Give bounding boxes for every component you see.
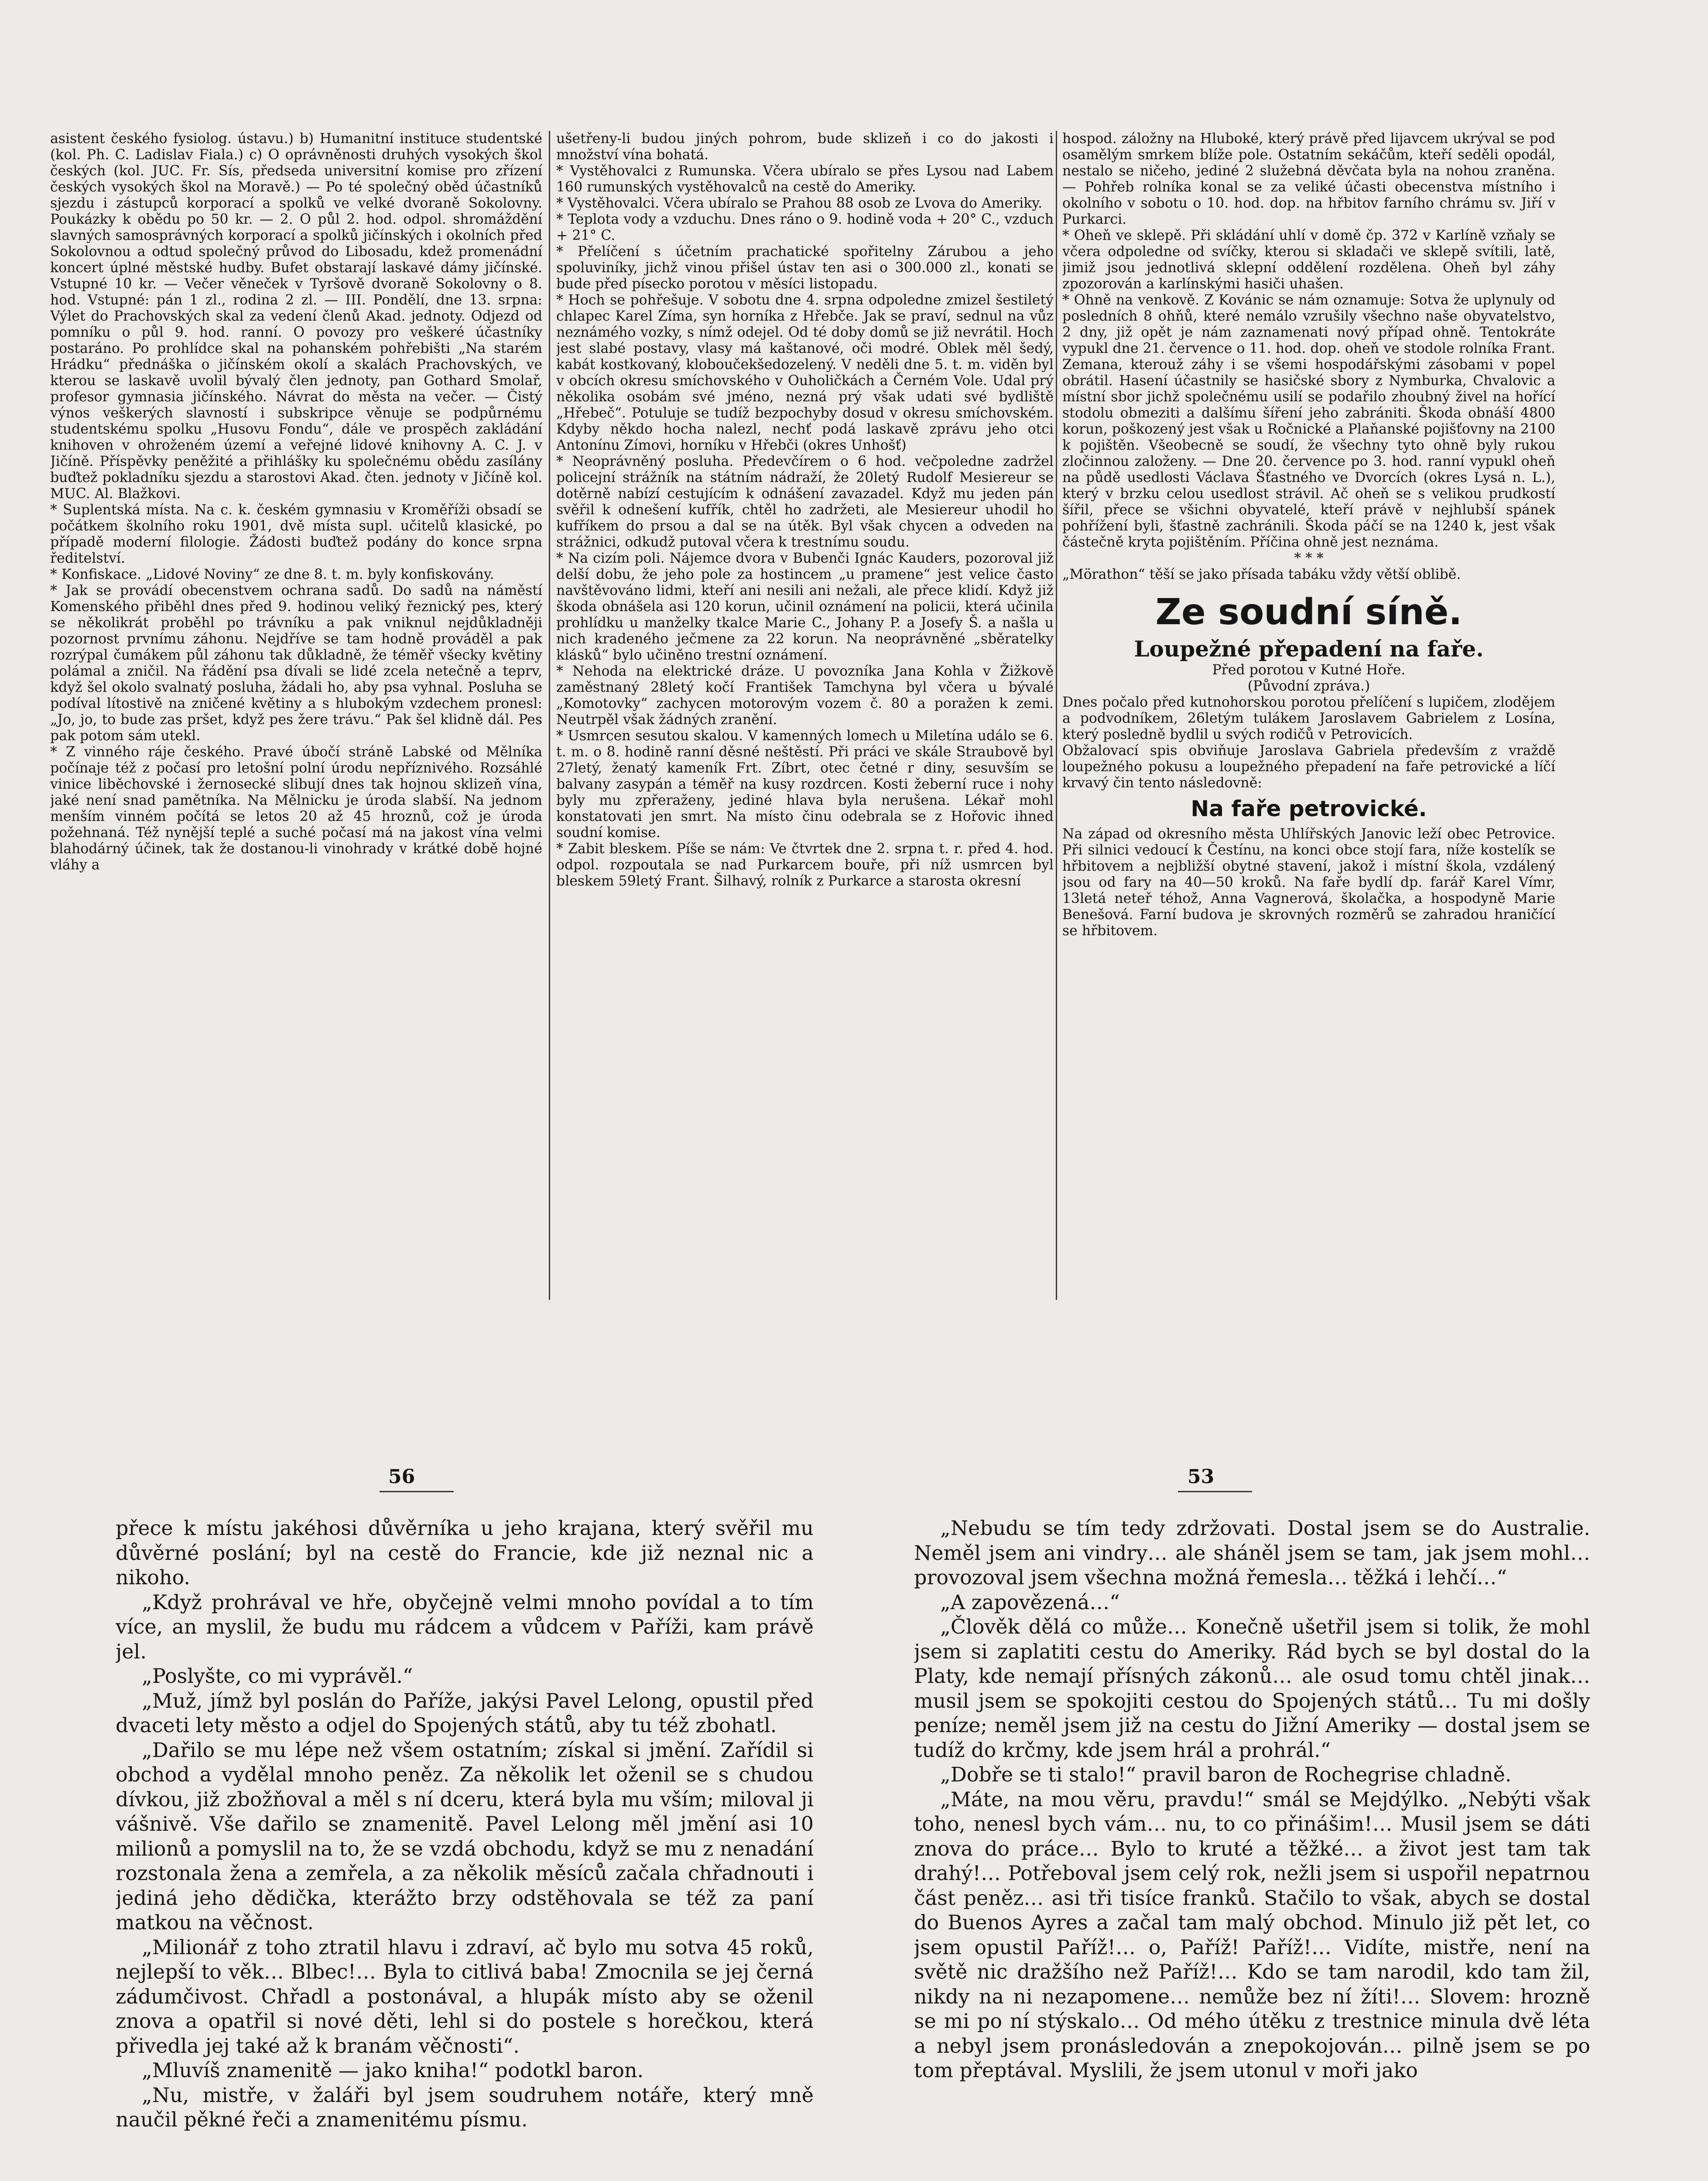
novel-paragraph: „Milionář z toho ztratil hlavu i zdraví, ač bylo mu sotva 45 roků, nejlepší to věk… Blbec!… Byla to citlivá baba! Zmocnila se jej černá zádumčivost. Chřadl a postonával, a hlupák místo aby se oženil znova a opatřil si nové děti, lehl si do postele s horečkou, která přivedla jej také až k branám věčnosti“. [116, 1935, 814, 2058]
news-column-3 [1062, 131, 1555, 1300]
column2-paragraph: * Hoch se pohřešuje. V sobotu dne 4. srpna odpoledne zmizel šestiletý chlapec Karel Zíma, syn horníka z Hřebče. Jak se praví, sednul na vůz neznámého vozky, s nímž odejel. Od té doby domů se již nevrátil. Hoch jest slabé postavy, vlasy má kaštanové, oči modré. Oblek měl šedý, kabát kostkovaný, kloboučekšedozelený. V neděli dne 5. t. m. viděn byl v obcích okresu smíchovského v Ouholičkách a Černém Vole. Udal prý několika osobám své jméno, nezná prý však udati své bydliště „Hřebeč“. Potuluje se tudíž bezpochyby dosud v okresu smíchovském. Kdyby někdo hocha nalezl, nechť podá laskavě zprávu jeho otci Antonínu Zímovi, horníku v Hřebči (okres Unhošť) [556, 292, 1054, 453]
column2-paragraph: ušetřeny-li budou jiných pohrom, bude sklizeň i co do jakosti i množství vína bohatá. [556, 131, 1054, 163]
column1-paragraph: asistent českého fysiolog. ústavu.) b) Humanitní instituce studentské (kol. Ph. C. Ladislav Fiala.) c) O oprávněnosti druhých vysokých škol českých (kol. JUC. Fr. Sís, předseda universitní komise pro zřízení českých vysokých škol na Moravě.) — Po té společný oběd účastníků sjezdu i zástupců korporací a spolků ve velké dvoraně Sokolovny. Poukázky k obědu po 50 kr. — 2. O půl 2. hod. odpol. shromáždění slavných samosprávných korporací a spolků jičínských i okolních před Sokolovnou a odtud společný průvod do Libosadu, kdež promenádní koncert úplné městské hudby. Bufet obstarají laskavé dámy jičínské. Vstupné 10 kr. — Večer věneček v Tyršově dvoraně Sokolovny o 8. hod. Vstupné: pán 1 zl., rodina 2 zl. — III. Pondělí, dne 13. srpna: Výlet do Prachovských skal za vedení členů Akad. jednoty. Odjezd od pomníku o půl 9. hod. ranní. O povozy pro veškeré účastníky postaráno. Po prohlídce skal na pohanském pohřebišti „Na starém Hrádku“ přednáška o jičínském okolí a skalách Prachovských, ve kterou se laskavě uvolil bývalý člen jednoty, pan Gothard Smolař, profesor gymnasia jičínského. Návrat do města na večer. — Čistý výnos veškerých slavností i subskripce věnuje se podpůrnému studentskému spolku „Husovu Fondu“, dále ve prospěch zakládání knihoven v ohroženém území a veřejné lidové knihovny A. C. J. v Jičíně. Příspěvky peněžité a přihlášky ku společnému obědu zasílány buďtež pokladníku sjezdu a starostovi Akad. čten. jednoty v Jičíně kol. MUC. Al. Blažkovi. [50, 131, 542, 502]
novel-paragraph: přece k místu jakéhosi důvěrníka u jeho krajana, který svěřil mu důvěrné poslání; byl na cestě do Francie, kde již neznal nic a nikoho. [116, 1516, 814, 1589]
court-section-title: Na faře petrovické. [1191, 796, 1427, 821]
column1-paragraph: * Suplentská místa. Na c. k. českém gymnasiu v Kroměříži obsadí se počátkem školního roku 1901, dvě místa supl. učitelů klasické, po případě moderní filologie. Žádosti buďtež podány do konce srpna ředitelství. [50, 502, 542, 566]
novel-paragraph: „A zapovězená…“ [940, 1590, 1120, 1614]
novel-paragraph: „Když prohrával ve hře, obyčejně velmi mnoho povídal a to tím více, an myslil, že budu mu rádcem a vůdcem v Paříži, kam právě jel. [116, 1590, 814, 1663]
column2-paragraph: * Vystěhovalci z Rumunska. Včera ubíralo se přes Lysou nad Labem 160 rumunských vystěhovalců na cestě do Ameriky. [556, 163, 1054, 195]
novel-paragraph: „Dařilo se mu lépe než všem ostatním; získal si jmění. Zařídil si obchod a vydělal mnoho peněz. Za několik let oženil se s chudou dívkou, již zbožňoval a měl s ní dceru, která byla mu vším; miloval ji vášnivě. Vše dařilo se znamenitě. Pavel Lelong měl jmění asi 10 milionů a pomyslil na to, že se vzdá obchodu, když se mu z nenadání rozstonala žena a zemřela, a za několik měsíců začala chřadnouti i jediná jeho dědička, kterážto brzy odstěhovala se též za paní matkou na věčnost. [116, 1738, 814, 1934]
novel-paragraph: „Poslyšte, co mi vyprávěl.“ [142, 1664, 413, 1688]
column3-paragraph: hospod. záložny na Hluboké, který právě před lijavcem ukrýval se pod osamělým smrkem blíže pole. Ostatním sekáčům, kteří seděli opodál, nestalo se ničeho, jediné 2 služebná děvčata byla na nohou zraněna. — Pohřeb rolníka konal se za veliké účasti obecenstva místního i okolního v sobotu o 10. hod. dop. na hřbitov farního chrámu sv. Jiří v Purkarci. [1062, 131, 1555, 227]
news-column-2 [556, 131, 1054, 1300]
novel-paragraph: „Mluvíš znamenitě — jako kniha!“ podotkl baron. [142, 2058, 644, 2082]
novel-paragraph: „Muž, jímž byl poslán do Paříže, jakýsi Pavel Lelong, opustil před dvaceti lety město a odjel do Spojených států, aby tu též zbohatl. [116, 1689, 814, 1737]
court-venue: Před porotou v Kutné Hoře. [1212, 662, 1406, 678]
column3-paragraph: „Mörathon“ těší se jako přísada tabáku vždy větší oblibě. [1062, 567, 1461, 582]
page-number-rule [1178, 1491, 1252, 1492]
column2-paragraph: * Přelíčení s účetním prachatické spořitelny Zárubou a jeho spoluviníky, jichž vinou přišel ústav ten asi o 300.000 zl., konati se bude před písecko porotou v měsíci listopadu. [556, 244, 1054, 292]
column2-paragraph: * Vystěhovalci. Včera ubíralo se Prahou 88 osob ze Lvova do Ameriky. [556, 195, 1042, 211]
column3-paragraph: * Ohně na venkově. Z Kovánic se nám oznamuje: Sotva že uplynuly od posledních 8 ohňů, které nemálo vzrušily všechno naše obyvatelstvo, 2 dny, již opět je nám zaznamenati nový případ ohně. Tentokráte vypukl dne 21. července o 11. hod. dop. oheň ve stodole rolníka Frant. Zemana, kterouž záhy i se všemi hospodářskými zásobami v popel obrátil. Hasení účastnily se hasičské sbory z Nymburka, Chvalovic a místní sbor jichž společnému usilí se podařilo zhoubný živel na hořící stodolu obmeziti a dalšímu šíření jeho zabrániti. Škoda obnáší 4800 korun, poškozený jest však u Ročnické a Plaňanské pojišťovny na 2100 k pojištěn. Všeobecně se soudí, že všechny tyto ohně byly rukou zločinnou založeny. — Dne 20. července po 3. hod. ranní vypukl oheň na půdě usedlosti Václava Šťastného ve Dvorcích (okres Lysá n. L.), který v brzku celou usedlost strávil. Ač oheň se s velikou prudkostí šířil, přece se všichni obyvatelé, kteří právě v nejhlubší spánek pohřížení byli, šťastně zachránili. Škoda páčí se na 1240 k, jest však částečně kryta pojištěním. Příčina ohně jest neznáma. [1062, 292, 1555, 550]
novel-paragraph: „Člověk dělá co může… Konečně ušetřil jsem si tolik, že mohl jsem si zaplatiti cestu do Ameriky. Rád bych se byl dostal do la Platy, kde nemají přísných zákonů… ale osud tomu chtěl jinak… musil jsem se spokojiti cestou do Spojených států… Tu mi došly peníze; neměl jsem již na cestu do Jižní Ameriky — dostal jsem se tudíž do krčmy, kde jsem hrál a prohrál.“ [914, 1615, 1590, 1762]
court-section-text: Na západ od okresního města Uhlířských Janovic leží obec Petrovice. Při silnici vedoucí k Čestínu, na konci obce stojí fara, níže kostelík se hřbitovem a nejbližší obytné stavení, jakož i místní škola, vzdálený jsou od fary na 40—50 kroků. Na faře bydlí dp. farář Karel Vímr, 13letá neteř téhož, Anna Vagnerová, školačka, a hospodyně Marie Benešová. Farní budova je skrovných rozměrů se zahradou hraničící se hřbitovem. [1062, 826, 1555, 939]
column2-paragraph: * Nehoda na elektrické dráze. U povozníka Jana Kohla v Žižkově zaměstnaný 28letý kočí František Tamchyna byl včera u bývalé „Komotovky“ zachycen motorovým vozem č. 80 a poražen k zemi. Neutrpěl však žádných zranění. [556, 663, 1054, 728]
novel-paragraph: „Dobře se ti stalo!“ pravil baron de Rochegrise chladně. [940, 1763, 1512, 1786]
asterisk-divider: * * * [1294, 550, 1324, 566]
column1-paragraph: * Jak se provádí obecenstvem ochrana sadů. Do sadů na náměstí Komenského přiběhl dnes před 9. hodinou veliký řeznický pes, který se několikrát proběhl po trávníku a pak vniknul nejdůkladněji pozornost prvnímu záhonu. Nejdříve se tam hodně prováděl a pak rozrýpal čumákem půl záhonu tak důkladně, že téměř všecky květiny polámal a zničil. Na řádění psa dívali se lidé zcela netečně a teprv, když šel okolo svalnatý posluha, žádali ho, aby psa vyhnal. Posluha se podíval lítostivě na zničené květiny a s hlubokým vzdechem pronesl: „Jo, jo, to bude zas pršet, když pes žere trávu.“ Pak šel klidně dál. Pes pak potom sám utekl. [50, 583, 542, 744]
court-note: (Původní zpráva.) [1247, 678, 1370, 694]
left-page-number: 56 [388, 1466, 415, 1488]
column2-paragraph: * Neoprávněný posluha. Předevčírem o 6 hod. večpoledne zadržel policejní strážník na státním nádraží, že 20letý Rudolf Mesiereur se dotěrně nabízí cestujícím k odnášení zavazadel. Když mu jeden pán svěřil k odnešení kufřík, chtěl ho zadržeti, ale Mesiereur uhodil ho kufříkem do prsou a dal se na útěk. Byl však chycen a odveden na strážnici, odkudž putoval včera k trestnímu soudu. [556, 454, 1054, 550]
right-page-number: 53 [1188, 1466, 1215, 1488]
column2-paragraph: * Usmrcen sesutou skalou. V kamenných lomech u Miletína událo se 6. t. m. o 8. hodině ranní děsné neštěstí. Při práci ve skále Straubově byl 27letý, ženatý kameník Frt. Zíbrt, otec četné r diny, sesuvším se balvany zasypán a téměř na kusy rozdrcen. Kosti žeberní ruce i nohy byly mu zpřeraženy, jediné hlava byla nerušena. Lékař mohl konstatovati jen smrt. Na místo činu odebrala se z Hořovic ihned soudní komise. [556, 728, 1054, 841]
column1-paragraph: * Konfiskace. „Lidové Noviny“ ze dne 8. t. m. byly konfiskovány. [50, 567, 494, 582]
court-headline: Ze soudní síně. [1155, 591, 1462, 633]
column-divider [1056, 131, 1057, 1300]
news-column-1 [50, 131, 542, 1300]
page-number-rule [380, 1491, 454, 1492]
column3-paragraph: * Oheň ve sklepě. Při skládání uhlí v domě čp. 372 v Karlíně vzňaly se včera odpoledne od svíčky, kterou si skladači ve sklepě svítili, latě, jimiž jsou jednotlivá sklepní oddělení rozdělena. Oheň byl záhy zpozorován a karlínskými hasiči uhašen. [1062, 228, 1555, 292]
column-divider [549, 131, 550, 1300]
column2-paragraph: * Teplota vody a vzduchu. Dnes ráno o 9. hodině voda + 20° C., vzduch + 21° C. [556, 212, 1054, 243]
column2-paragraph: * Zabit bleskem. Píše se nám: Ve čtvrtek dne 2. srpna t. r. před 4. hod. odpol. rozpoutala se nad Purkarcem bouře, při níž usmrcen byl bleskem 59letý Frant. Šilhavý, rolník z Purkarce a starosta okresní [556, 841, 1054, 889]
novel-paragraph: „Máte, na mou věru, pravdu!“ smál se Mejdýlko. „Nebýti však toho, nenesl bych vám… nu, to co přinášim!… Musil jsem se dáti znova do práce… Bylo to kruté a těžké… a život jest tam tak drahý!… Potřeboval jsem celý rok, nežli jsem si uspořil nepatrnou část peněz… asi tři tisíce franků. Stačilo to však, abych se dostal do Buenos Ayres a začal tam malý obchod. Minulo již pět let, co jsem opustil Paříž!… o, Paříž! Paříž!… Vidíte, mistře, není na světě nic dražšího než Paříž!… Kdo se tam narodil, kdo tam žil, nikdy na ni nezapomene… nemůže bez ní žíti!… Slovem: hrozně se mi po ní stýskalo… Od mého útěku z trestnice minula dvě léta a nebyl jsem pronásledován a znepokojován… pilně jsem se po tom přeptával. Myslili, že jsem utonul v moři jako [914, 1787, 1590, 2082]
novel-paragraph: „Nu, mistře, v žaláři byl jsem soudruhem notáře, který mně naučil pěkné řeči a znamenitému písmu. [116, 2083, 814, 2131]
court-subhead: Loupežné přepadení na faře. [1134, 636, 1484, 662]
court-paragraph: Obžalovací spis obviňuje Jaroslava Gabriela především z vraždě loupežného pokusu a loupežného přepadení na faře petrovické a líčí krvavý čin tento následovně: [1062, 743, 1555, 791]
novel-paragraph: „Nebudu se tím tedy zdržovati. Dostal jsem se do Australie. Neměl jsem ani vindry… ale sháněl jsem se tam, jak jsem mohl… provozoval jsem všechna možná řemesla… těžká i lehčí…“ [914, 1516, 1590, 1589]
column2-paragraph: * Na cizím poli. Nájemce dvora v Bubenči Ignác Kauders, pozoroval již delší dobu, že jeho pole za hostincem „u pramene“ jest velice často navštěvováno lidmi, kteří ani nesili ani nežali, ale přece klidí. Když již škoda obnášela asi 120 korun, učinil oznámení na policii, která učinila prohlídku u manželky tkalce Marie C., Johany P. a Josefy Š. a našla u nich kradeného ječmene za 22 korun. Na neoprávněné „sběratelky klásků“ bylo učiněno trestní oznámení. [556, 550, 1054, 663]
novel-page-right [914, 1516, 1590, 2181]
court-paragraph: Dnes počalo před kutnohorskou porotou přelíčení s lupičem, zlodějem a podvodníkem, 26letým tulákem Jaroslavem Gabrielem z Losína, který posledně bydlil u svých rodičů v Petrovicích. [1062, 694, 1555, 742]
novel-page-left [116, 1516, 814, 2181]
column1-paragraph: * Z vinného ráje českého. Pravé úbočí stráně Labské od Mělníka počínaje též z počasí pro letošní polní úrodu nepříznivého. Rozsáhlé vinice liběchovské i žernosecké slibují dnes tak hojnou sklizeň vína, jaké není snad pamětníka. Na Mělnicku je úroda slabší. Na jednom menším vinném počítá se letos 20 až 45 hroznů, což je úroda požehnaná. Též nynější teplé a suché počasí má na jakost vína velmi blahodárný účinek, tak že dostanou-li vinohrady v krátké době hojné vláhy a [50, 744, 542, 873]
